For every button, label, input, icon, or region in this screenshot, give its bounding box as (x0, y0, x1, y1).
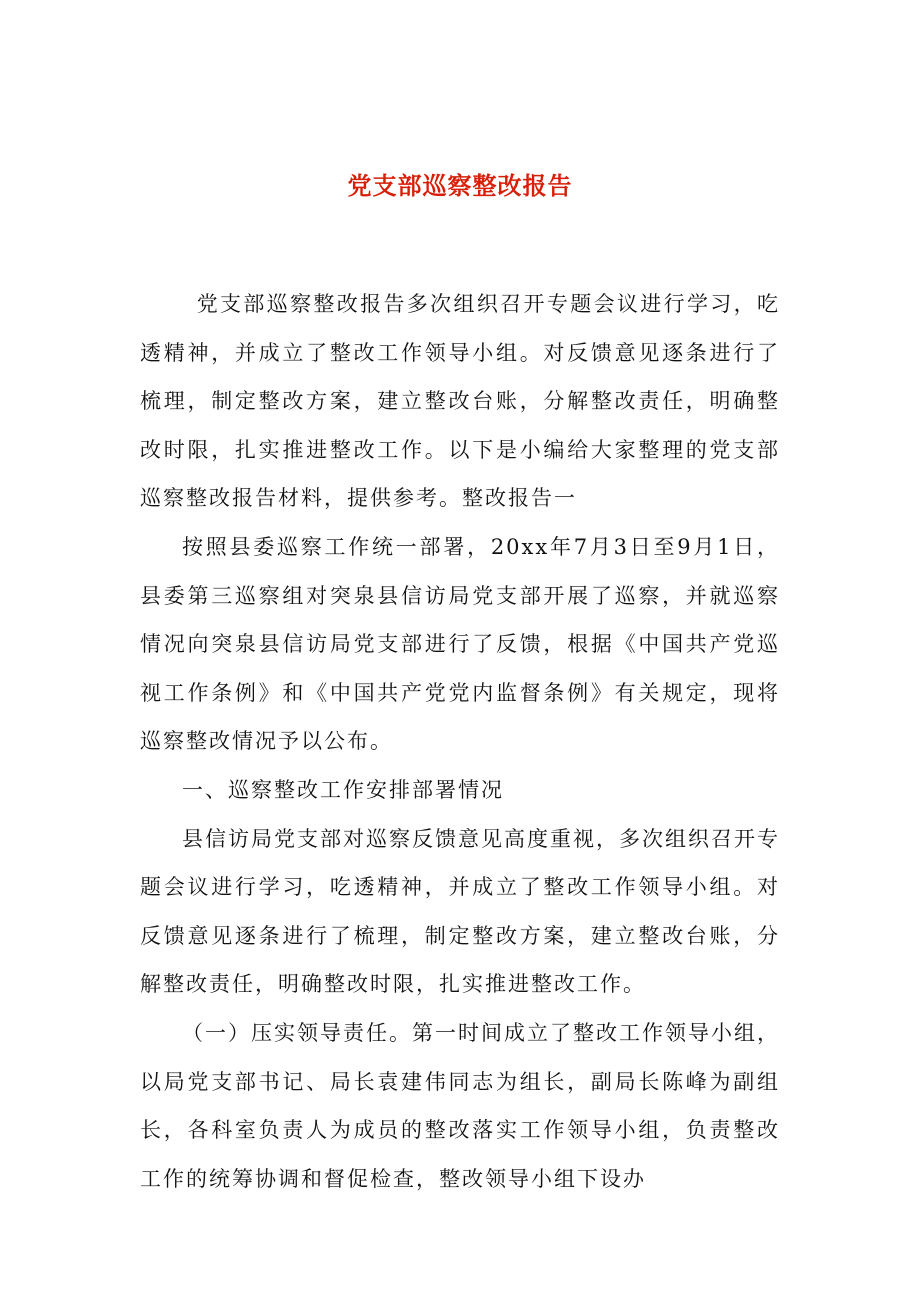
document-body (140, 280, 780, 1203)
document-title: 党支部巡察整改报告 (347, 171, 573, 200)
paragraph-arrangement: 县信访局党支部对巡察反馈意见高度重视，多次组织召开专题会议进行学习，吃透精神，并成立了整改工作领导小组。对反馈意见逐条进行了梳理，制定整改方案，建立整改台账，分解整改责任，明确整改时限，扎实推进整改工作。 (140, 826, 780, 997)
paragraph-background: 按照县委巡察工作统一部署，20xx年7月3日至9月1日，县委第三巡察组对突泉县信访局党支部开展了巡察，并就巡察情况向突泉县信访局党支部进行了反馈，根据《中国共产党巡视工作条例》和《中国共产党党内监督条例》有关规定，现将巡察整改情况予以公布。 (140, 534, 780, 754)
paragraph-intro: 党支部巡察整改报告多次组织召开专题会议进行学习，吃透精神，并成立了整改工作领导小组。对反馈意见逐条进行了梳理，制定整改方案，建立整改台账，分解整改责任，明确整改时限，扎实推进整改工作。以下是小编给大家整理的党支部巡察整改报告材料，提供参考。整改报告一 (140, 292, 780, 511)
paragraph-leadership: （一）压实领导责任。第一时间成立了整改工作领导小组，以局党支部书记、局长袁建伟同志为组长，副局长陈峰为副组长，各科室负责人为成员的整改落实工作领导小组，负责整改工作的统筹协调和督促检查，整改领导小组下设办 (140, 1020, 780, 1191)
section-heading: 一、巡察整改工作安排部署情况 (182, 777, 504, 802)
